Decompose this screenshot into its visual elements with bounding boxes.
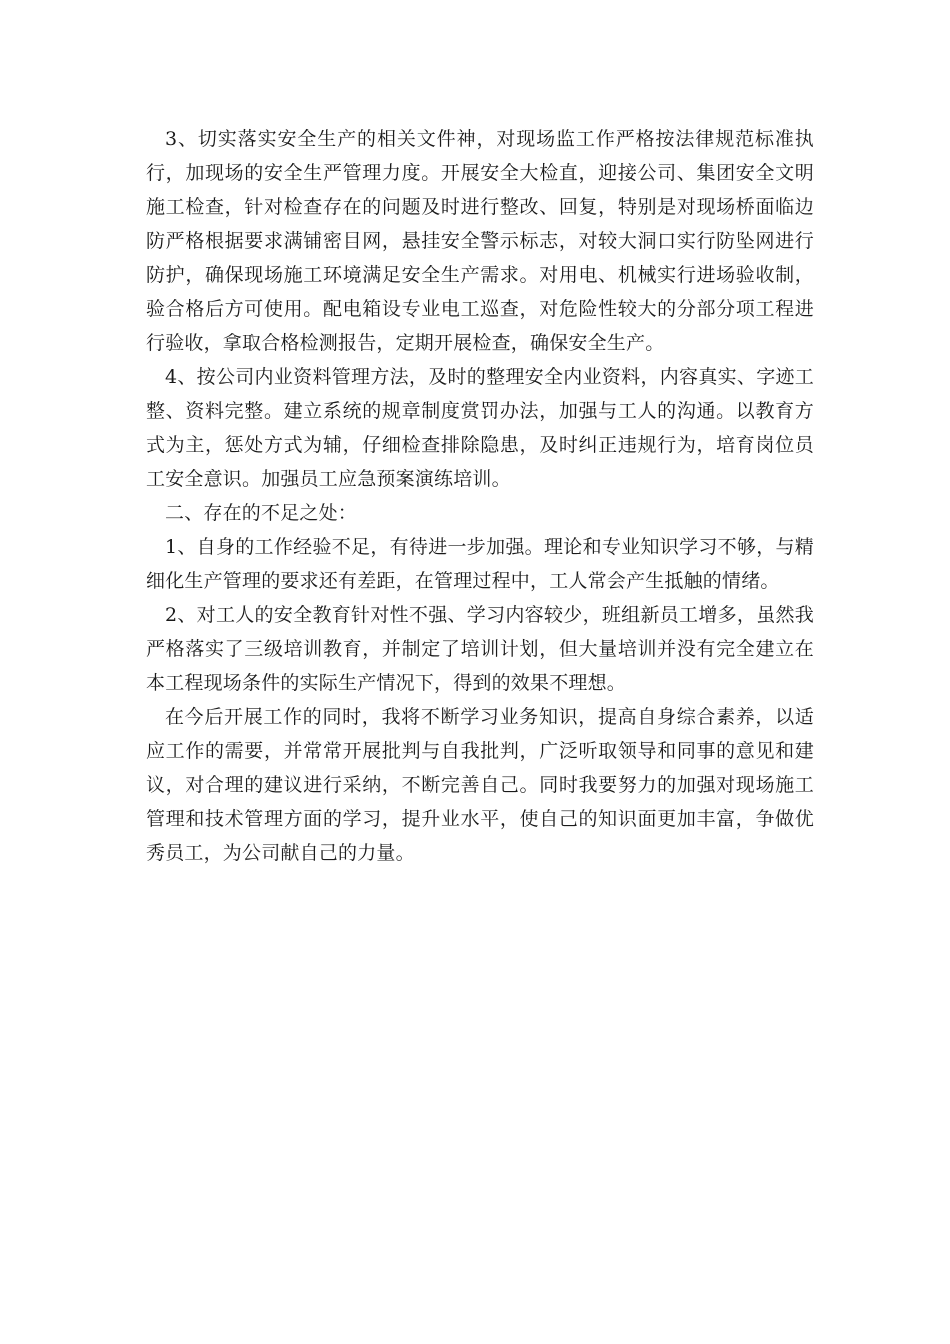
document-body [146,122,814,870]
paragraph-future-plan: 在今后开展工作的同时，我将不断学习业务知识，提高自身综合素养，以适应工作的需要，并常常开展批判与自我批判，广泛听取领导和同事的意见和建议，对合理的建议进行采纳，不断完善自己。同时我要努力的加强对现场施工管理和技术管理方面的学习，提升业水平，使自己的知识面更加丰富，争做优秀员工，为公司献自己的力量。 [146,706,814,864]
paragraph-shortcoming-training: 2、对工人的安全教育针对性不强、学习内容较少，班组新员工增多，虽然我严格落实了三级培训教育，并制定了培训计划，但大量培训并没有完全建立在本工程现场条件的实际生产情况下，得到的效果不理想。 [146,604,814,694]
paragraph-shortcoming-experience: 1、自身的工作经验不足，有待进一步加强。理论和专业知识学习不够，与精细化生产管理的要求还有差距，在管理过程中，工人常会产生抵触的情绪。 [146,536,814,592]
paragraph-safety-implementation: 3、切实落实安全生产的相关文件神，对现场监工作严格按法律规范标准执行，加现场的安全生严管理力度。开展安全大检直，迎接公司、集团安全文明施工检查，针对检查存在的问题及时进行整改、回复，特别是对现场桥面临边防严格根据要求满铺密目网，悬挂安全警示标志，对较大洞口实行防坠网进行防护，确保现场施工环境满足安全生产需求。对用电、机械实行进场验收制，验合格后方可使用。配电箱设专业电工巡查，对危险性较大的分部分项工程进行验收，拿取合格检测报告，定期开展检查，确保安全生产。 [146,128,814,354]
paragraph-internal-records: 4、按公司内业资料管理方法，及时的整理安全内业资料，内容真实、字迹工整、资料完整。建立系统的规章制度赏罚办法，加强与工人的沟通。以教育方式为主，惩处方式为辅，仔细检查排除隐患，及时纠正违规行为，培育岗位员工安全意识。加强员工应急预案演练培训。 [146,366,814,490]
section-heading-shortcomings: 二、存在的不足之处： [165,502,358,524]
